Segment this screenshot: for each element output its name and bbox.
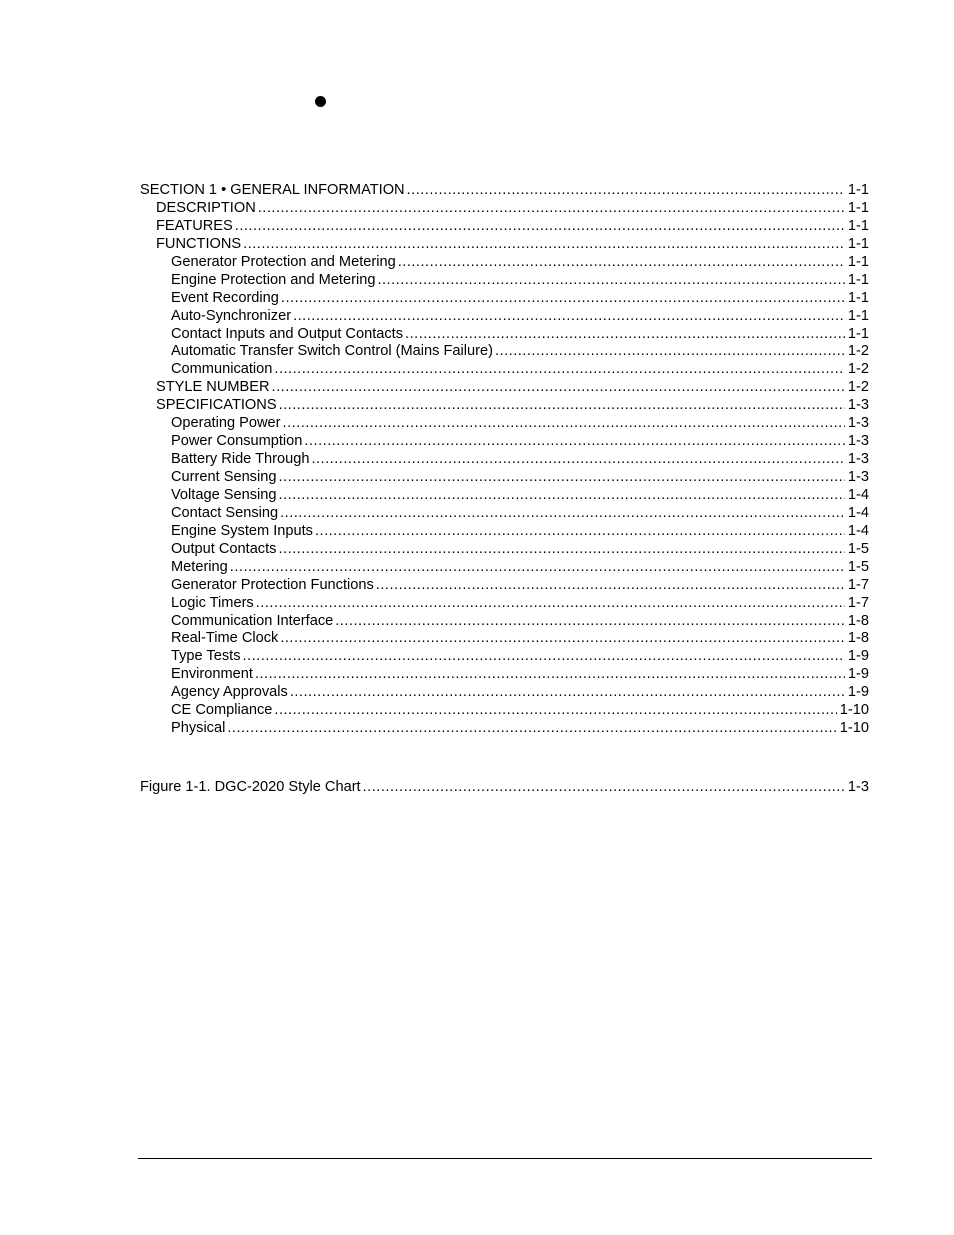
toc-entry[interactable]	[140, 236, 869, 254]
toc-entry-title: Metering	[171, 558, 228, 575]
toc-entry[interactable]	[140, 254, 869, 272]
toc-entry-page: 1-10	[839, 720, 869, 737]
dot-leader	[256, 595, 845, 613]
toc-entry[interactable]	[140, 397, 869, 415]
toc-entry[interactable]	[140, 218, 869, 236]
dot-leader	[274, 361, 845, 379]
toc-entry[interactable]	[140, 595, 869, 613]
dot-leader	[278, 541, 844, 559]
dot-leader	[405, 326, 845, 344]
toc-entry-page: 1-4	[847, 486, 869, 503]
toc-entry-page: 1-3	[847, 469, 869, 485]
toc-entry[interactable]	[140, 433, 869, 451]
bullet-icon	[315, 96, 326, 107]
list-of-figures	[140, 779, 869, 797]
toc-entry-title: Generator Protection and Metering	[171, 253, 396, 270]
toc-entry-title: Contact Sensing	[171, 504, 279, 521]
dot-leader	[376, 577, 845, 595]
toc-entry-title: SECTION 1 • GENERAL INFORMATION	[140, 182, 405, 198]
dot-leader	[290, 684, 845, 702]
toc-entry-title: Power Consumption	[171, 433, 303, 450]
toc-entry[interactable]	[140, 523, 869, 541]
toc-entry-page: 1-3	[847, 433, 869, 450]
toc-entry-title: FUNCTIONS	[156, 235, 242, 252]
dot-leader	[274, 702, 836, 720]
toc-entry-page: 1-5	[847, 558, 869, 575]
toc-entry-title: Communication Interface	[171, 612, 334, 629]
toc-entry-title: Physical	[171, 720, 226, 737]
toc-entry[interactable]	[140, 541, 869, 559]
toc-entry[interactable]	[140, 290, 869, 308]
toc-entry-page: 1-3	[847, 397, 869, 414]
dot-leader	[235, 218, 845, 236]
toc-entry[interactable]	[140, 702, 869, 720]
toc-entry-title: Automatic Transfer Switch Control (Mains Failure)	[171, 343, 493, 360]
dot-leader	[377, 272, 844, 290]
dot-leader	[311, 451, 844, 469]
toc-entry-title: Figure 1-1. DGC-2020 Style Chart	[140, 779, 361, 795]
toc-entry-title: Engine System Inputs	[171, 522, 313, 539]
toc-entry-page: 1-7	[847, 576, 869, 593]
toc-entry[interactable]	[140, 343, 869, 361]
toc-entry-title: STYLE NUMBER	[156, 379, 270, 396]
toc-entry[interactable]	[140, 505, 869, 523]
toc-entry-page: 1-7	[847, 594, 869, 611]
dot-leader	[243, 236, 845, 254]
toc-entry[interactable]	[140, 308, 869, 326]
dot-leader	[258, 200, 845, 218]
dot-leader	[304, 433, 844, 451]
dot-leader	[283, 415, 845, 433]
toc-entry-title: Event Recording	[171, 289, 279, 306]
dot-leader	[280, 505, 845, 523]
toc-entry-title: Logic Timers	[171, 594, 254, 611]
dot-leader	[278, 487, 844, 505]
toc-entry-page: 1-1	[847, 182, 869, 198]
toc-entry[interactable]	[140, 630, 869, 648]
toc-entry[interactable]	[140, 613, 869, 631]
dot-leader	[398, 254, 845, 272]
dot-leader	[315, 523, 845, 541]
toc-entry[interactable]	[140, 648, 869, 666]
toc-entry-page: 1-2	[847, 379, 869, 396]
toc-entry-title: DESCRIPTION	[156, 199, 256, 216]
toc-entry-page: 1-1	[847, 325, 869, 342]
dot-leader	[335, 613, 845, 631]
toc-entry-title: Contact Inputs and Output Contacts	[171, 325, 404, 342]
dot-leader	[227, 720, 836, 738]
toc-entry-page: 1-10	[839, 702, 869, 719]
toc-entry-page: 1-2	[847, 343, 869, 360]
dot-leader	[280, 630, 845, 648]
toc-entry-title: Generator Protection Functions	[171, 576, 374, 593]
toc-entry-title: Battery Ride Through	[171, 451, 310, 468]
toc-entry-title: CE Compliance	[171, 702, 273, 719]
toc-entry-page: 1-1	[847, 235, 869, 252]
dot-leader	[281, 290, 845, 308]
dot-leader	[230, 559, 845, 577]
toc-entry-title: FEATURES	[156, 217, 233, 234]
toc-entry-page: 1-8	[847, 630, 869, 647]
toc-entry-title: Environment	[171, 666, 253, 683]
table-of-contents	[140, 182, 869, 738]
toc-entry-page: 1-8	[847, 612, 869, 629]
toc-entry-page: 1-3	[847, 451, 869, 468]
toc-entry-page: 1-9	[847, 684, 869, 701]
toc-entry[interactable]	[140, 182, 869, 200]
toc-entry[interactable]	[140, 415, 869, 433]
toc-entry[interactable]	[140, 666, 869, 684]
toc-entry-page: 1-4	[847, 522, 869, 539]
toc-entry[interactable]	[140, 326, 869, 344]
toc-entry-page: 1-9	[847, 648, 869, 665]
toc-entry[interactable]	[140, 361, 869, 379]
dot-leader	[278, 469, 844, 487]
toc-entry[interactable]	[140, 272, 869, 290]
toc-entry-title: Voltage Sensing	[171, 486, 277, 503]
toc-entry-page: 1-1	[847, 253, 869, 270]
toc-entry-page: 1-1	[847, 271, 869, 288]
toc-entry-title: Output Contacts	[171, 540, 277, 557]
toc-entry-page: 1-1	[847, 217, 869, 234]
toc-entry[interactable]	[140, 720, 869, 738]
toc-entry[interactable]	[140, 577, 869, 595]
toc-entry-page: 1-4	[847, 504, 869, 521]
toc-entry-title: Current Sensing	[171, 469, 277, 485]
toc-entry-title: Communication	[171, 361, 273, 378]
toc-entry-page: 1-2	[847, 361, 869, 378]
dot-leader	[279, 397, 845, 415]
footer-divider	[138, 1158, 872, 1159]
toc-entry-title: Operating Power	[171, 415, 281, 432]
toc-entry-page: 1-1	[847, 307, 869, 324]
toc-entry-page: 1-1	[847, 289, 869, 306]
toc-entry[interactable]	[140, 559, 869, 577]
toc-entry-title: Agency Approvals	[171, 684, 288, 701]
toc-entry-page: 1-5	[847, 540, 869, 557]
toc-entry[interactable]	[140, 379, 869, 397]
toc-entry-title: Real-Time Clock	[171, 630, 279, 647]
dot-leader	[243, 648, 845, 666]
toc-entry-page: 1-1	[847, 199, 869, 216]
dot-leader	[272, 379, 845, 397]
toc-entry[interactable]	[140, 487, 869, 505]
toc-entry[interactable]	[140, 200, 869, 218]
dot-leader	[293, 308, 845, 326]
toc-entry-title: Type Tests	[171, 648, 241, 665]
toc-entry-page: 1-9	[847, 666, 869, 683]
toc-entry-title: SPECIFICATIONS	[156, 397, 277, 414]
dot-leader	[255, 666, 845, 684]
toc-entry[interactable]	[140, 451, 869, 469]
toc-entry-page: 1-3	[847, 779, 869, 795]
toc-entry[interactable]	[140, 469, 869, 487]
dot-leader	[363, 779, 845, 797]
toc-entry[interactable]	[140, 779, 869, 797]
toc-entry-page: 1-3	[847, 415, 869, 432]
toc-entry-title: Engine Protection and Metering	[171, 271, 376, 288]
toc-entry-title: Auto-Synchronizer	[171, 307, 292, 324]
dot-leader	[407, 182, 845, 200]
toc-entry[interactable]	[140, 684, 869, 702]
dot-leader	[495, 343, 845, 361]
